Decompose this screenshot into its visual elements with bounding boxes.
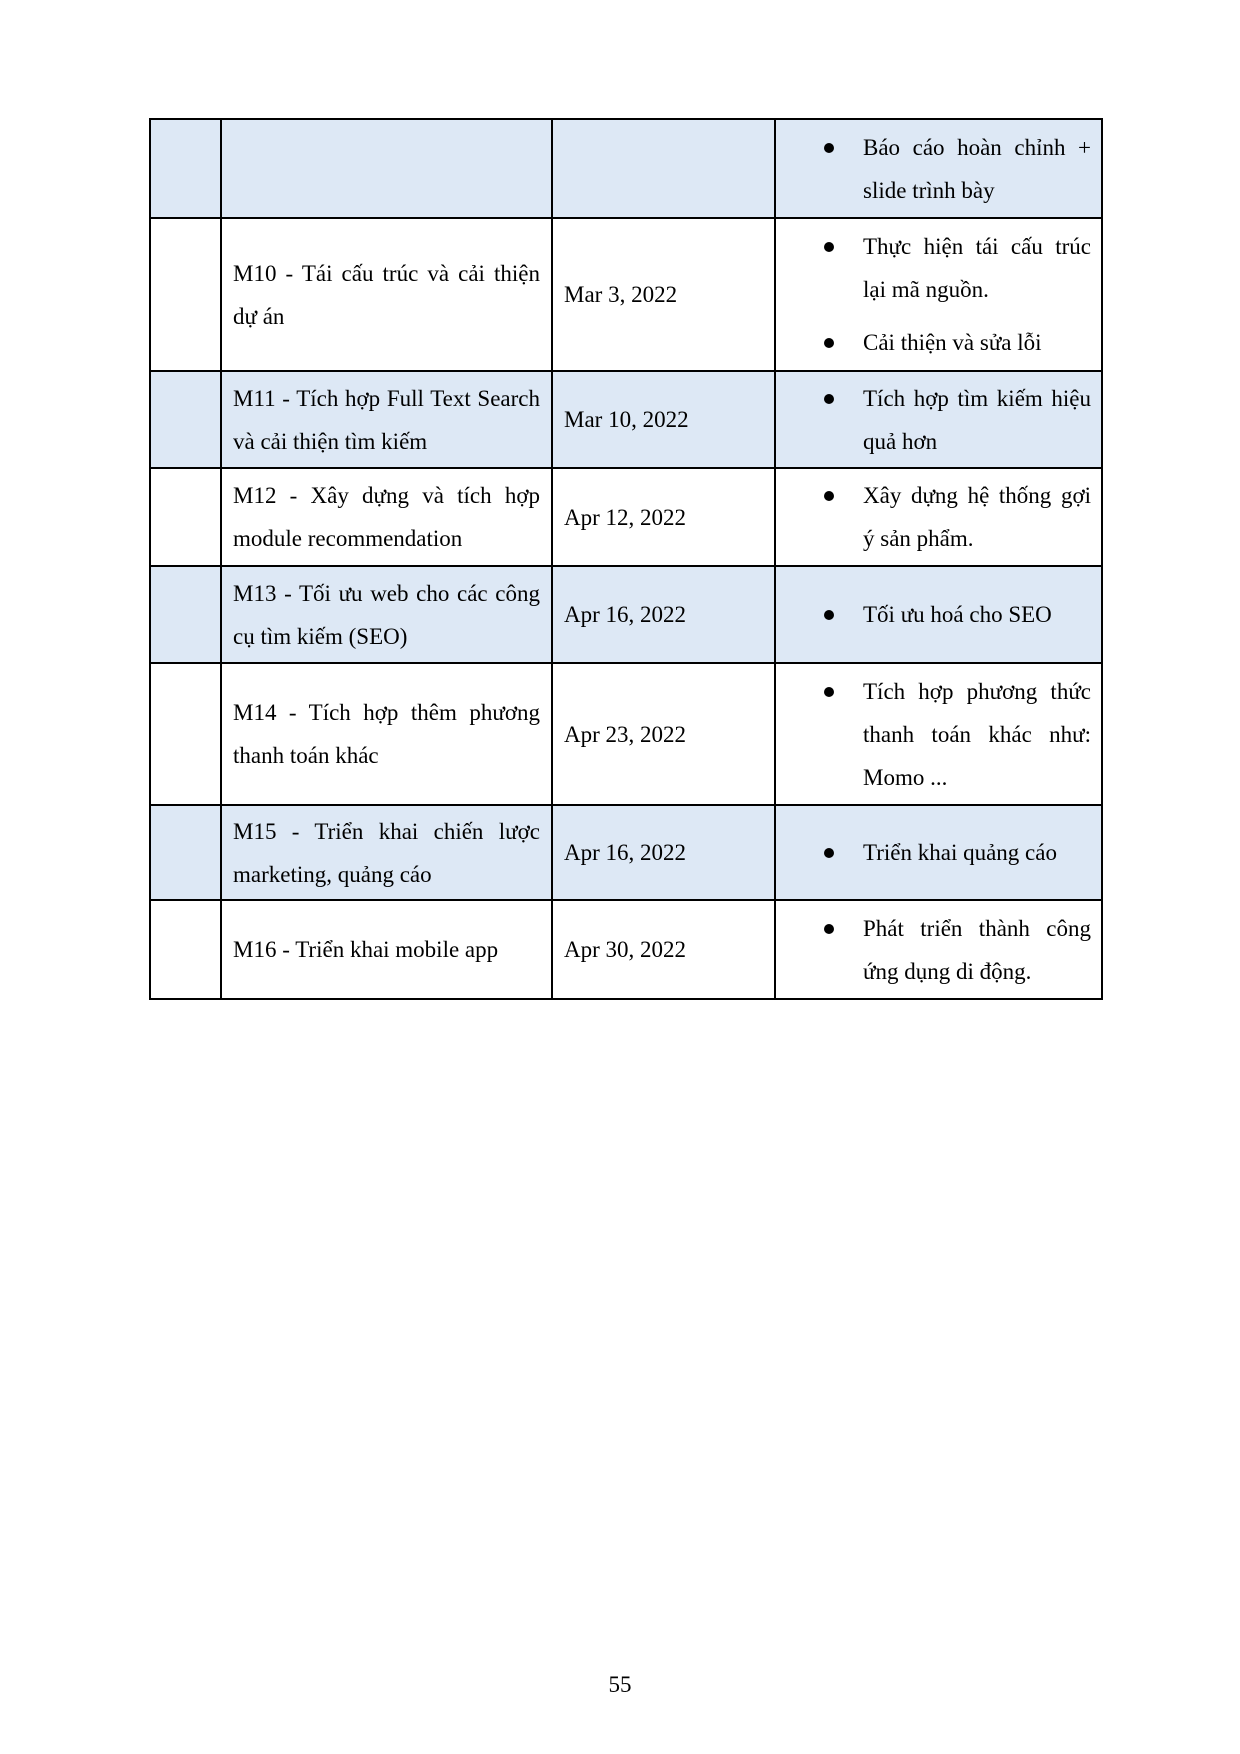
deliverable-text: Thực hiện tái cấu trúc lại mã nguồn. — [863, 234, 1091, 302]
bullet-icon — [824, 143, 834, 153]
deliverables-list — [776, 831, 1091, 874]
milestone-cell — [221, 119, 552, 218]
deliverables-cell — [775, 663, 1102, 805]
milestone-cell: M11 - Tích hợp Full Text Search và cải thiện tìm kiếm — [221, 371, 552, 468]
deliverables-list — [776, 225, 1091, 364]
table-row — [150, 805, 1102, 900]
deliverable-text: Tích hợp phương thức thanh toán khác như: Momo ... — [863, 678, 1091, 790]
deliverable-item — [776, 377, 1091, 463]
index-cell — [150, 900, 221, 999]
deliverable-item — [776, 907, 1091, 993]
deliverables-cell — [775, 218, 1102, 371]
deliverables-cell — [775, 119, 1102, 218]
deliverables-list — [776, 474, 1091, 560]
index-cell — [150, 371, 221, 468]
index-cell — [150, 119, 221, 218]
deliverable-text: Cải thiện và sửa lỗi — [863, 330, 1042, 355]
deliverables-cell — [775, 805, 1102, 900]
milestones-table-body — [150, 119, 1102, 999]
milestone-cell: M16 - Triển khai mobile app — [221, 900, 552, 999]
date-cell: Apr 30, 2022 — [552, 900, 775, 999]
table-row — [150, 218, 1102, 371]
deliverables-list — [776, 670, 1091, 799]
deliverable-item — [776, 474, 1091, 560]
bullet-icon — [824, 338, 834, 348]
date-cell: Apr 16, 2022 — [552, 805, 775, 900]
table-row — [150, 119, 1102, 218]
index-cell — [150, 468, 221, 566]
deliverables-cell — [775, 900, 1102, 999]
table-row — [150, 371, 1102, 468]
bullet-icon — [824, 491, 834, 501]
bullet-icon — [824, 848, 834, 858]
deliverable-item — [776, 321, 1091, 364]
deliverables-list — [776, 126, 1091, 212]
deliverable-text: Báo cáo hoàn chỉnh + slide trình bày — [863, 134, 1091, 203]
bullet-icon — [824, 610, 834, 620]
index-cell — [150, 566, 221, 663]
index-cell — [150, 805, 221, 900]
deliverable-text: Xây dựng hệ thống gợi ý sản phẩm. — [863, 483, 1091, 551]
table-row — [150, 468, 1102, 566]
index-cell — [150, 663, 221, 805]
date-cell: Apr 12, 2022 — [552, 468, 775, 566]
date-cell: Apr 23, 2022 — [552, 663, 775, 805]
milestone-cell: M13 - Tối ưu web cho các công cụ tìm kiếm (SEO) — [221, 566, 552, 663]
page-number: 55 — [608, 1672, 632, 1697]
deliverable-text: Triển khai quảng cáo — [863, 840, 1057, 865]
milestone-cell: M10 - Tái cấu trúc và cải thiện dự án — [221, 218, 552, 371]
table-row — [150, 900, 1102, 999]
date-cell — [552, 119, 775, 218]
deliverables-list — [776, 593, 1091, 636]
bullet-icon — [824, 394, 834, 404]
milestone-cell: M14 - Tích hợp thêm phương thanh toán khác — [221, 663, 552, 805]
bullet-icon — [824, 924, 834, 934]
milestone-cell: M12 - Xây dựng và tích hợp module recommendation — [221, 468, 552, 566]
deliverable-item — [776, 593, 1091, 636]
deliverables-cell — [775, 566, 1102, 663]
milestones-table — [149, 118, 1103, 1000]
deliverable-item — [776, 126, 1091, 212]
deliverables-list — [776, 377, 1091, 463]
table-row — [150, 566, 1102, 663]
deliverable-text: Tối ưu hoá cho SEO — [863, 602, 1052, 627]
deliverables-cell — [775, 371, 1102, 468]
deliverable-text: Phát triển thành công ứng dụng di động. — [863, 915, 1091, 984]
bullet-icon — [824, 242, 834, 252]
deliverable-item — [776, 831, 1091, 874]
deliverable-text: Tích hợp tìm kiếm hiệu quả hơn — [863, 385, 1091, 454]
index-cell — [150, 218, 221, 371]
deliverables-cell — [775, 468, 1102, 566]
milestone-cell: M15 - Triển khai chiến lược marketing, quảng cáo — [221, 805, 552, 900]
deliverable-item — [776, 670, 1091, 799]
table-row — [150, 663, 1102, 805]
date-cell: Mar 3, 2022 — [552, 218, 775, 371]
date-cell: Mar 10, 2022 — [552, 371, 775, 468]
deliverables-list — [776, 907, 1091, 993]
bullet-icon — [824, 687, 834, 697]
deliverable-item — [776, 225, 1091, 311]
date-cell: Apr 16, 2022 — [552, 566, 775, 663]
